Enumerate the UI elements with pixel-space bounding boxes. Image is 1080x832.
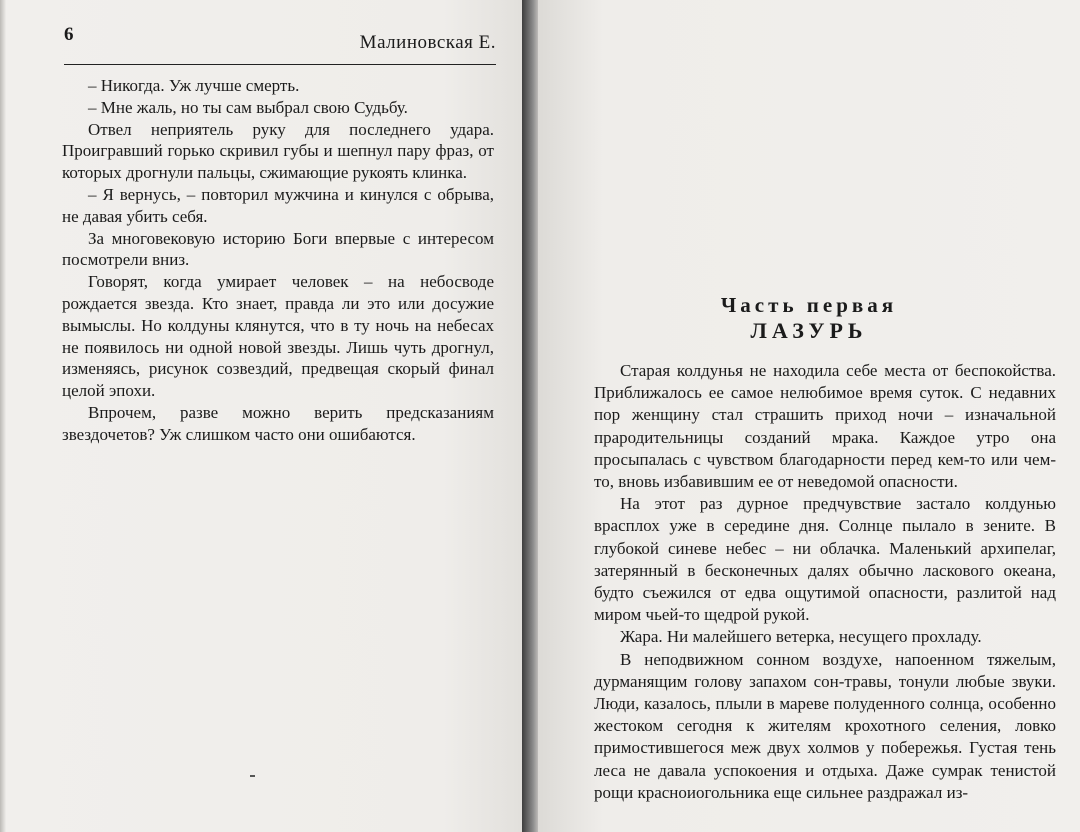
left-page-body bbox=[62, 75, 494, 446]
paragraph: Говорят, когда умирает человек – на небосводе рождается звезда. Кто знает, правда ли это или досужие вымыслы. Но колдуны клянутся, что в ту ночь на небесах не появилось ни одной новой звезды. Лишь чуть дрогнул, изменяясь, рисунок созвездий, предвещая скорый финал целой эпохи. bbox=[62, 272, 494, 401]
chapter-label: Часть первая bbox=[720, 293, 898, 317]
book-gutter bbox=[522, 0, 538, 832]
print-speck bbox=[250, 775, 255, 777]
paragraph: На этот раз дурное предчувствие застало колдунью врасплох уже в середине дня. Солнце пылало в зените. В глубокой синеве небес – ни облачка. Маленький архипелаг, затерянный в бесконечных далях обычно ласкового океана, будто съежился от едва ощутимой опасности, разлитой над миром чьей-то щедрой рукой. bbox=[594, 494, 1056, 625]
paragraph: – Никогда. Уж лучше смерть. bbox=[88, 76, 300, 95]
chapter-title: ЛАЗУРЬ bbox=[750, 318, 868, 343]
page-edge-shadow bbox=[0, 0, 6, 832]
paragraph: – Я вернусь, – повторил мужчина и кинулся с обрыва, не давая убить себя. bbox=[62, 184, 494, 226]
paragraph: – Мне жаль, но ты сам выбрал свою Судьбу. bbox=[88, 97, 408, 117]
paragraph: Впрочем, разве можно верить предсказаниям звездочетов? Уж слишком часто они ошибаются. bbox=[62, 402, 494, 444]
left-page bbox=[0, 0, 522, 832]
paragraph: За многовековую историю Боги впервые с интересом посмотрели вниз. bbox=[62, 228, 494, 270]
right-page bbox=[538, 0, 1080, 832]
paragraph: В неподвижном сонном воздухе, напоенном тяжелым, дурманящим голову запахом сон-травы, тонули любые звуки. Люди, казалось, плыли в мареве полуденного солнца, особенно жестоком сегодня к жителям крохотного селения, ловко примостившегося меж двух холмов у побережья. Густая тень леса не давала успокоения и отдыха. Даже сумрак тенистой рощи красноиогольника еще сильнее раздражал из- bbox=[594, 649, 1056, 802]
paragraph: Жара. Ни малейшего ветерка, несущего прохладу. bbox=[620, 627, 982, 647]
paragraph: Старая колдунья не находила себе места от беспокойства. Приближалось ее самое нелюбимое время суток. С недавних пор женщину стал страшить приход ночи – изначальной прародительницы созданий мрака. Каждое утро она просыпалась с чувством благодарности перед кем-то или чем-то, вновь избавившим ее от неведомой опасности. bbox=[594, 361, 1056, 492]
paragraph: Отвел неприятель руку для последнего удара. Проигравший горько скривил губы и шепнул пару фраз, от которых дрогнули пальцы, сжимающие рукоять клинка. bbox=[62, 119, 494, 183]
running-head-author: Малиновская Е. bbox=[359, 32, 496, 53]
page-number: 6 bbox=[64, 24, 74, 45]
right-page-body bbox=[594, 360, 1056, 804]
page-header bbox=[64, 24, 496, 65]
